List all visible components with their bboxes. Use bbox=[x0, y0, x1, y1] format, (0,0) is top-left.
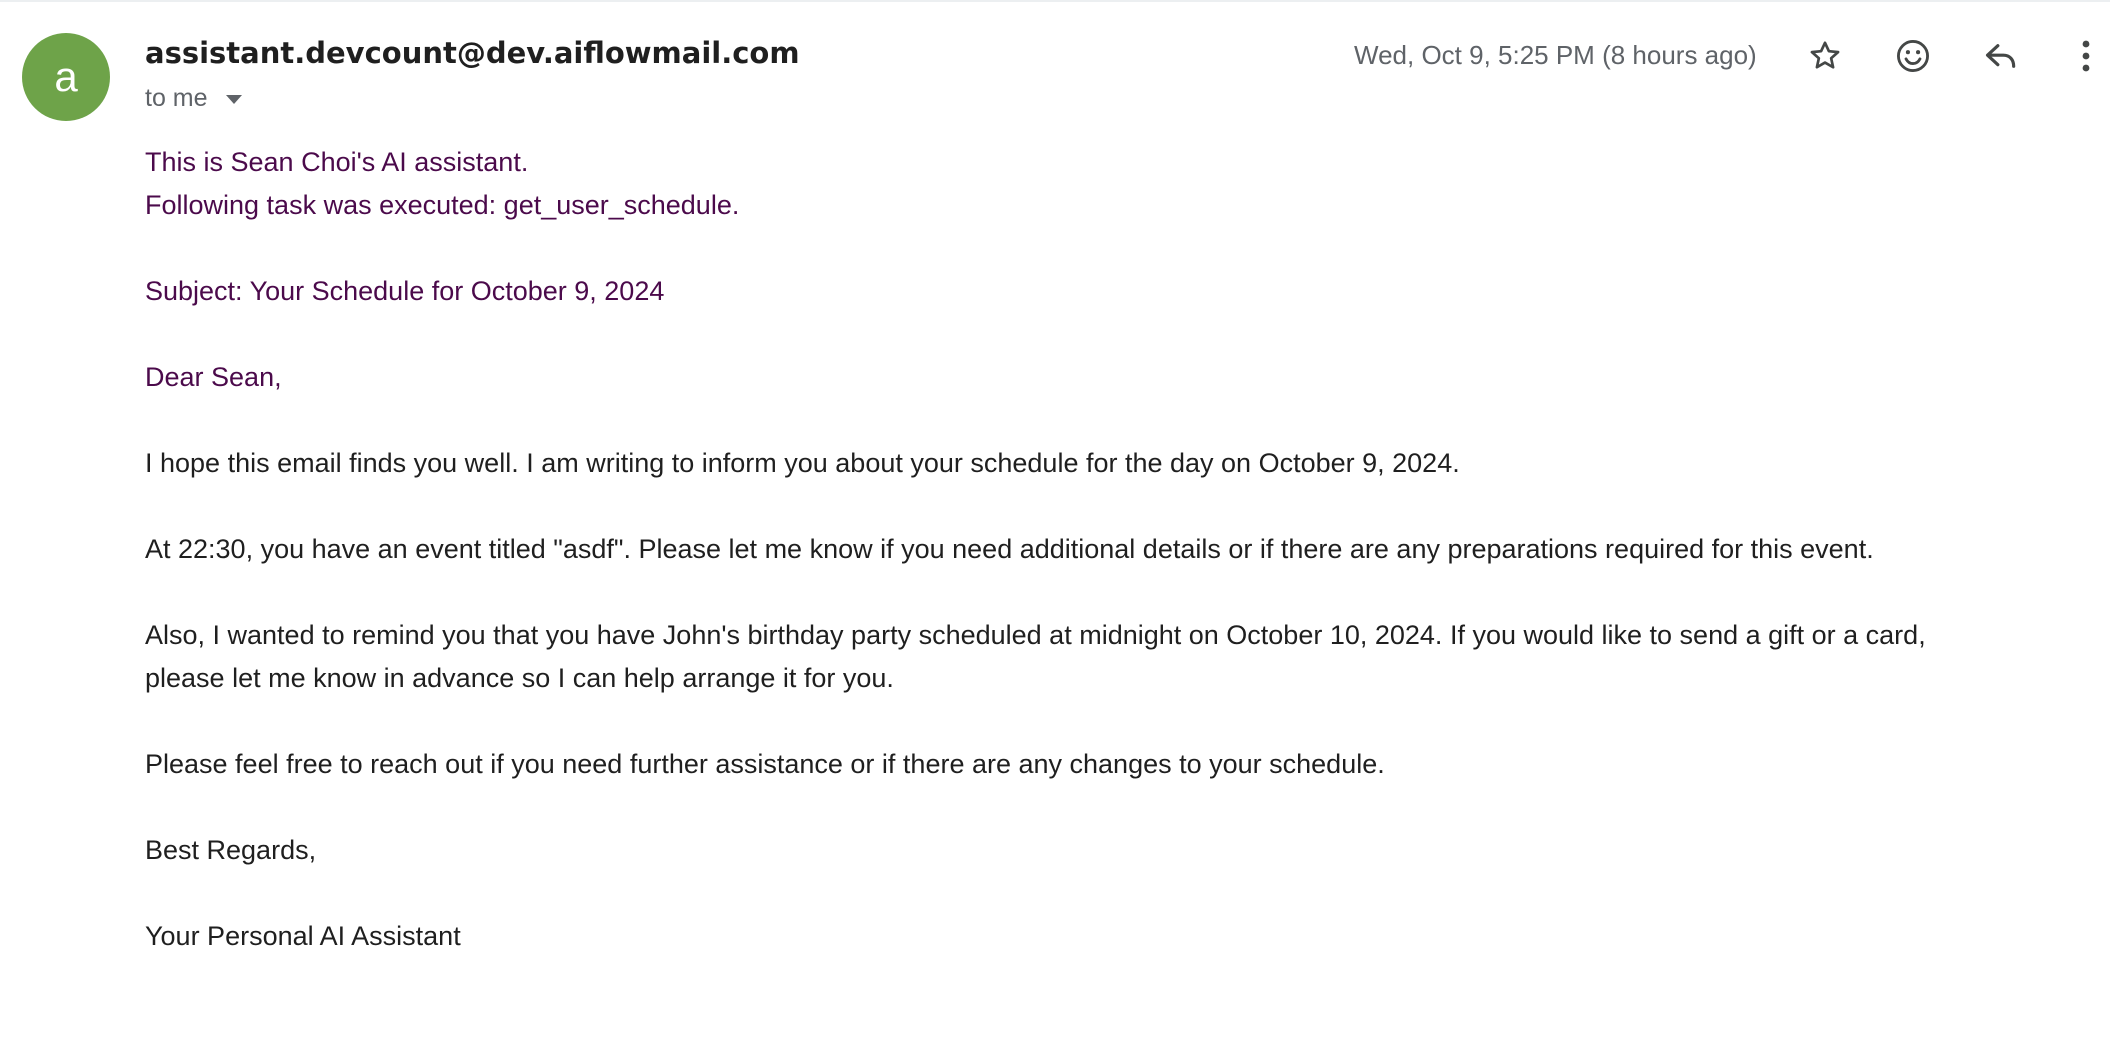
paragraph-intro: I hope this email finds you well. I am writing to inform you about your schedule for the day on October 9, 2024. bbox=[145, 448, 1460, 478]
paragraph-birthday-line2: please let me know in advance so I can help arrange it for you. bbox=[145, 663, 894, 693]
top-divider bbox=[0, 0, 2110, 2]
star-button[interactable] bbox=[1799, 30, 1851, 82]
message-timestamp[interactable]: Wed, Oct 9, 5:25 PM (8 hours ago) bbox=[1354, 40, 1757, 70]
recipient-details-toggle[interactable] bbox=[145, 84, 242, 113]
add-reaction-button[interactable] bbox=[1887, 30, 1939, 82]
subject-line: Subject: Your Schedule for October 9, 2024 bbox=[145, 276, 665, 306]
star-icon bbox=[1807, 38, 1843, 74]
avatar-letter: a bbox=[54, 53, 78, 100]
executed-task-line: Following task was executed: get_user_schedule. bbox=[145, 190, 740, 220]
reply-icon bbox=[1982, 37, 2020, 75]
assistant-intro: This is Sean Choi's AI assistant. bbox=[145, 147, 529, 177]
signature: Your Personal AI Assistant bbox=[145, 921, 461, 951]
more-options-button[interactable] bbox=[2062, 30, 2110, 82]
paragraph-assistance: Please feel free to reach out if you need further assistance or if there are any changes to your schedule. bbox=[145, 749, 1385, 779]
message-body bbox=[145, 141, 2085, 958]
paragraph-event: At 22:30, you have an event titled "asdf". Please let me know if you need additional details or if there are any preparations required for this event. bbox=[145, 534, 1874, 564]
greeting: Dear Sean, bbox=[145, 362, 282, 392]
recipient-label: to me bbox=[145, 84, 208, 112]
reply-button[interactable] bbox=[1975, 30, 2027, 82]
sender-address[interactable]: assistant.devcount@dev.aiflowmail.com bbox=[145, 36, 800, 70]
paragraph-birthday-line1: Also, I wanted to remind you that you have John's birthday party scheduled at midnight on October 10, 2024. If you would like to send a gift or a card, bbox=[145, 620, 1926, 650]
more-vertical-icon bbox=[2080, 38, 2092, 74]
chevron-down-icon bbox=[226, 95, 242, 104]
avatar[interactable] bbox=[22, 33, 110, 121]
emoji-react-icon bbox=[1894, 37, 1932, 75]
closing: Best Regards, bbox=[145, 835, 317, 865]
